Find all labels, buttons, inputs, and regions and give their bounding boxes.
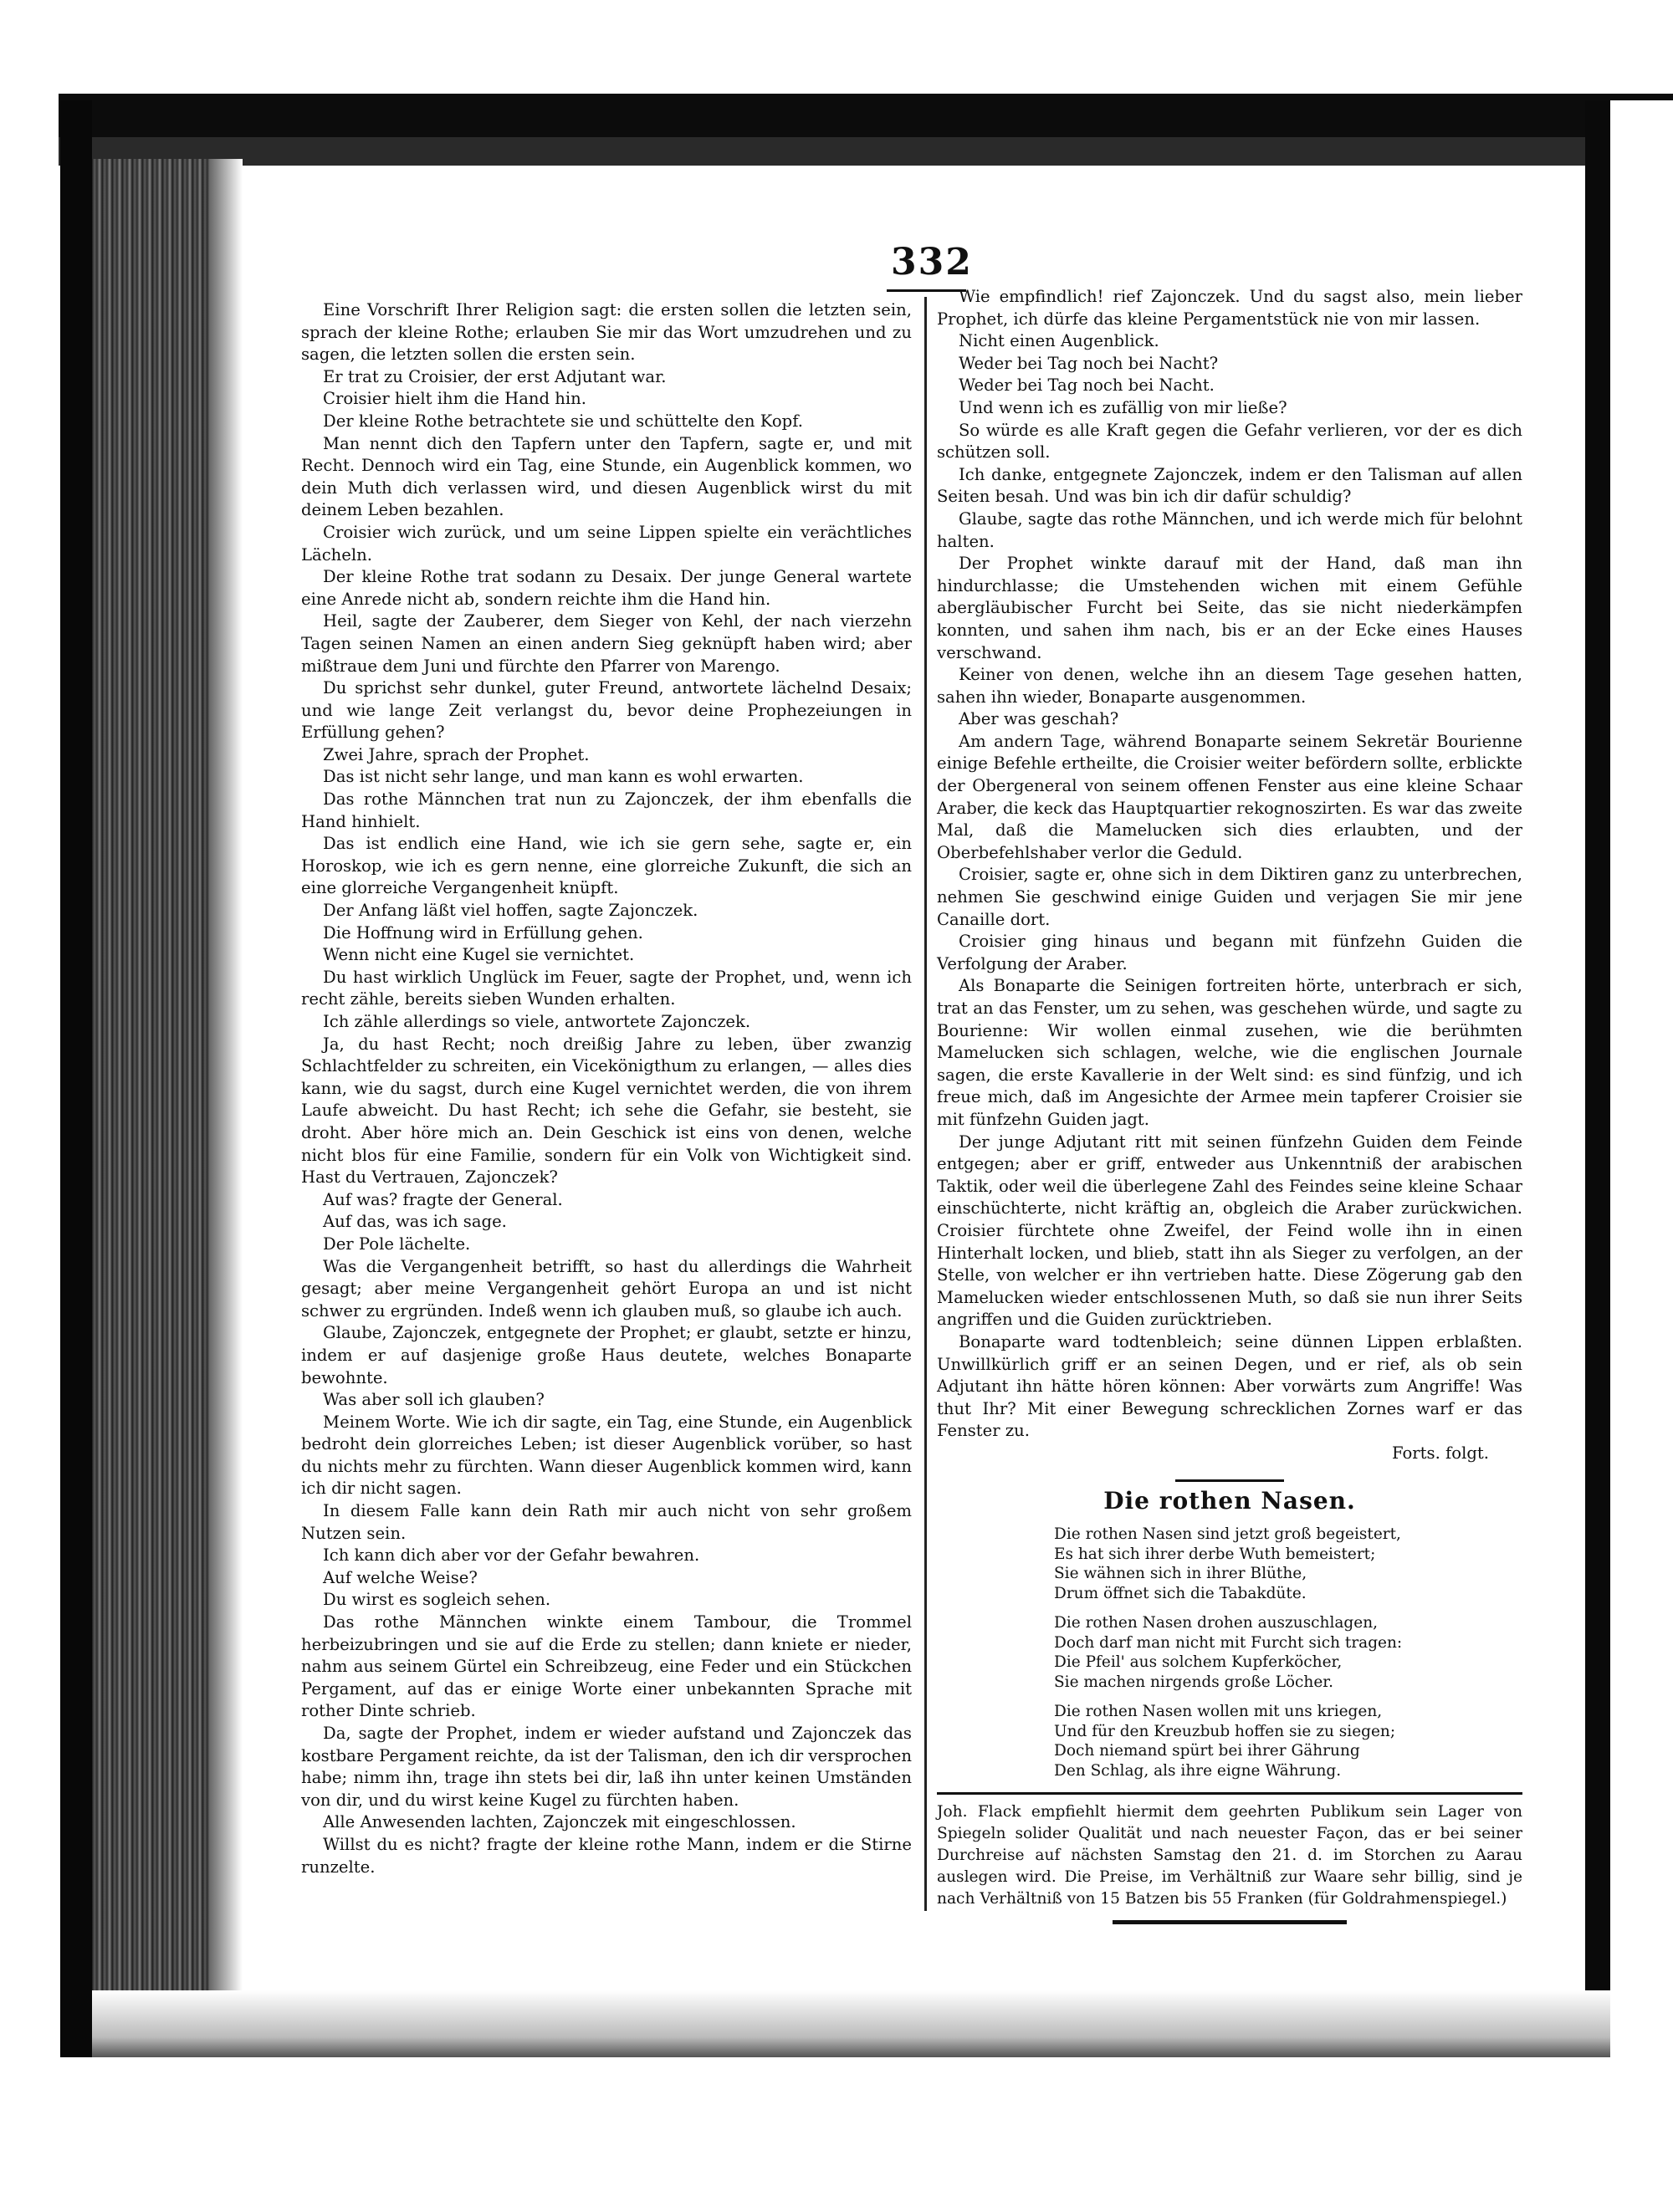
scan-border-right [1585, 100, 1610, 2057]
paragraph: Der kleine Rothe trat sodann zu Desaix. Der junge General wartete eine Anrede nicht ab, sondern reichte ihm die Hand hin. [301, 567, 912, 609]
paragraph: Croisier, sagte er, ohne sich in dem Diktiren ganz zu unterbrechen, nehmen Sie geschwind einige Guiden und verjagen Sie mir jene Canaille dort. [937, 865, 1522, 929]
paragraph: Er trat zu Croisier, der erst Adjutant war. [323, 366, 667, 386]
paragraph: Glaube, Zajonczek, entgegnete der Prophet; er glaubt, setzte er hinzu, indem er auf dasjenige große Haus deutete, welches Bonaparte bewohnte. [301, 1323, 912, 1387]
poem-line: Drum öffnet sich die Tabakdüte. [1054, 1584, 1307, 1602]
paragraph: Croisier hielt ihm die Hand hin. [323, 389, 587, 409]
paragraph: Keiner von denen, welche ihn an diesem Tage gesehen hatten, sahen ihn wieder, Bonaparte ausgenommen. [937, 665, 1522, 707]
paragraph: Was die Vergangenheit betrifft, so hast du allerdings die Wahrheit gesagt; aber meine Vergangenheit gehört Europa an und ist nicht schwer zu ergründen. Indeß wenn ich glauben muß, so glaube ich auch. [301, 1256, 912, 1321]
paragraph: Aber was geschah? [959, 709, 1119, 729]
paragraph: Glaube, sagte das rothe Männchen, und ich werde mich für belohnt halten. [937, 508, 1522, 551]
continuation-note: Forts. folgt. [1391, 1443, 1489, 1463]
right-column [937, 286, 1522, 1924]
paragraph: Das rothe Männchen winkte einem Tambour, die Trommel herbeizubringen und sie auf die Erde zu stellen; dann kniete er nieder, nahm aus seinem Gürtel ein Schreibzeug, eine Feder und ein Stückchen Pergament, auf das er einige Worte einer unbekannten Sprache mit rother Dinte schrieb. [301, 1612, 912, 1721]
book-gutter-shadow [209, 159, 243, 2057]
paragraph: Ich danke, entgegnete Zajonczek, indem er den Talisman auf allen Seiten besah. Und was bin ich dir dafür schuldig? [937, 464, 1522, 507]
paragraph: Da, sagte der Prophet, indem er wieder aufstand und Zajonczek das kostbare Pergament reichte, da ist der Talisman, den ich dir versprochen habe; nimm ihn, trage ihn stets bei dir, laß ihn unter keinen Umständen von dir, und du wirst keine Kugel zu fürchten haben. [301, 1724, 912, 1810]
scan-border-bottom [92, 1990, 1610, 2057]
paragraph: Meinem Worte. Wie ich dir sagte, ein Tag, eine Stunde, ein Augenblick bedroht dein glorreiches Leben; ist dieser Augenblick vorüber, so hast du nichts mehr zu fürchten. Wann dieser Augenblick kommen wird, kann ich dir nicht sagen. [301, 1412, 912, 1499]
paragraph: Der kleine Rothe betrachtete sie und schüttelte den Kopf. [323, 411, 803, 431]
paragraph: So würde es alle Kraft gegen die Gefahr verlieren, vor der es dich schützen soll. [937, 420, 1522, 462]
paragraph: Willst du es nicht? fragte der kleine rothe Mann, indem er die Stirne runzelte. [301, 1834, 912, 1877]
poem-line: Sie machen nirgends große Löcher. [1054, 1673, 1333, 1691]
poem-line: Die rothen Nasen wollen mit uns kriegen, [1054, 1703, 1383, 1721]
poem-line: Den Schlag, als ihre eigne Währung. [1054, 1761, 1342, 1780]
paragraph: Du sprichst sehr dunkel, guter Freund, antwortete lächelnd Desaix; und wie lange Zeit verlangst du, bevor deine Prophezeiungen in Erfüllung gehen? [301, 678, 912, 743]
paragraph: Croisier wich zurück, und um seine Lippen spielte ein verächtliches Lächeln. [301, 522, 912, 564]
paragraph: Wie empfindlich! rief Zajonczek. Und du sagst also, mein lieber Prophet, ich dürfe das kleine Pergamentstück nie von mir lassen. [937, 287, 1522, 329]
paragraph: Was aber soll ich glauben? [323, 1390, 545, 1410]
scan-border-top [59, 94, 1673, 137]
paragraph: Ich kann dich aber vor der Gefahr bewahren. [323, 1545, 700, 1566]
paragraph: Auf welche Weise? [323, 1567, 478, 1587]
paragraph: Der Anfang läßt viel hoffen, sagte Zajonczek. [323, 901, 698, 921]
scan-border-left [60, 100, 92, 2057]
paragraph: Weder bei Tag noch bei Nacht? [959, 353, 1219, 373]
paragraph: Zwei Jahre, sprach der Prophet. [323, 744, 590, 764]
poem-line: Die rothen Nasen drohen auszuschlagen, [1054, 1614, 1378, 1632]
paragraph: Croisier ging hinaus und begann mit fünfzehn Guiden die Verfolgung der Araber. [937, 932, 1522, 973]
poem-title: Die rothen Nasen. [1103, 1487, 1356, 1515]
poem-line: Doch darf man nicht mit Furcht sich tragen: [1054, 1633, 1403, 1652]
poem-line: Doch niemand spürt bei ihrer Gährung [1054, 1742, 1360, 1760]
book-page-edges [92, 159, 209, 2057]
poem-stanza [1054, 1525, 1522, 1603]
paragraph: Der Pole lächelte. [323, 1234, 471, 1254]
poem-line: Die rothen Nasen sind jetzt groß begeistert, [1054, 1525, 1401, 1544]
paragraph: Du wirst es sogleich sehen. [323, 1590, 551, 1610]
poem-line: Und für den Kreuzbub hoffen sie zu siegen; [1054, 1722, 1396, 1740]
page-number: 332 [891, 241, 973, 284]
poem-stanza [1054, 1613, 1522, 1692]
right-column-story [937, 286, 1522, 1443]
section-divider [1175, 1479, 1284, 1482]
newspaper-page [301, 134, 1556, 1974]
paragraph: Nicht einen Augenblick. [959, 331, 1159, 351]
paragraph: Auf das, was ich sage. [323, 1212, 507, 1232]
poem-line: Sie wähnen sich in ihrer Blüthe, [1054, 1565, 1307, 1583]
poem [937, 1525, 1522, 1780]
advertisement-rule [937, 1792, 1522, 1795]
paragraph: In diesem Falle kann dein Rath mir auch nicht von sehr großem Nutzen sein. [301, 1501, 912, 1543]
paragraph: Eine Vorschrift Ihrer Religion sagt: die ersten sollen die letzten sein, sprach der kleine Rothe; erlauben Sie mir das Wort umzudrehen und zu sagen, die letzten sollen die ersten sein. [301, 300, 912, 365]
paragraph: Alle Anwesenden lachten, Zajonczek mit eingeschlossen. [323, 1812, 796, 1832]
paragraph: Wenn nicht eine Kugel sie vernichtet. [323, 945, 635, 965]
paragraph: Du hast wirklich Unglück im Feuer, sagte der Prophet, und, wenn ich recht zähle, bereits sieben Wunden erhalten. [301, 967, 912, 1009]
paragraph: Als Bonaparte die Seinigen fortreiten hörte, unterbrach er sich, trat an das Fenster, um zu sehen, was geschehen würde, und sagte zu Bourienne: Wir wollen einmal zusehen, wie die berühmten Mamelucken sich schlagen, welche, wie die englischen Journale sagen, die erste Kavallerie in der Welt sind: es sind fünfzig, und ich freue mich, daß im Angesichte der Armee mein tapferer Croisier sie mit fünfzehn Guiden jagt. [937, 976, 1522, 1129]
scan-margin-right [1610, 100, 1673, 2057]
paragraph: Und wenn ich es zufällig von mir ließe? [959, 397, 1287, 417]
advertisement-end-rule [1113, 1920, 1347, 1924]
paragraph: Weder bei Tag noch bei Nacht. [959, 375, 1215, 396]
paragraph: Das ist endlich eine Hand, wie ich sie gern sehe, sagte er, ein Horoskop, wie ich es gern nenne, eine glorreiche Zukunft, die sich an eine glorreiche Vergangenheit knüpft. [301, 834, 912, 898]
paragraph: Das ist nicht sehr lange, und man kann es wohl erwarten. [323, 767, 804, 787]
paragraph: Heil, sagte der Zauberer, dem Sieger von Kehl, der nach vierzehn Tagen seinen Namen an einen andern Sieg geknüpft haben wird; aber mißtraue dem Juni und fürchte den Pfarrer von Marengo. [301, 611, 912, 676]
paragraph: Der junge Adjutant ritt mit seinen fünfzehn Guiden dem Feinde entgegen; aber er griff, entweder aus Unkenntniß der arabischen Taktik, oder weil die überlegene Zahl des Feindes seine kleine Schaar einschüchterte, nicht kräftig an, obgleich die Araber zurückwichen. Croisier fürchtete ohne Zweifel, der Feind wolle ihn in einen Hinterhalt locken, und blieb, statt ihn als Sieger zu verfolgen, an der Stelle, von welcher er ihn vertrieben hatte. Diese Zögerung gab den Mamelucken wieder entschlossenen Muth, so daß sie nun ihrer Seits angriffen und die Guiden zurücktrieben. [937, 1132, 1522, 1330]
poem-stanza [1054, 1702, 1522, 1780]
paragraph: Am andern Tage, während Bonaparte seinem Sekretär Bourienne einige Befehle ertheilte, die Croisier weiter befördern sollte, erblickte der Obergeneral von seinem offenen Fenster aus eine kleine Schaar Araber, die keck das Hauptquartier rekognoszirten. Es war das zweite Mal, daß die Mamelucken sich dies erlaubten, und der Oberbefehlshaber verlor die Geduld. [937, 731, 1522, 862]
paragraph: Auf was? fragte der General. [323, 1189, 563, 1209]
paragraph: Der Prophet winkte darauf mit der Hand, daß man ihn hindurchlasse; die Umstehenden wichen mit einem Gefühle abergläubischer Furcht bei Seite, das sie nicht niederkämpfen konnten, und sahen ihm nach, bis er an der Ecke eines Hauses verschwand. [937, 554, 1522, 662]
paragraph: Ja, du hast Recht; noch dreißig Jahre zu leben, über zwanzig Schlachtfelder zu schreiten, ein Vicekönigthum zu erlangen, — alles dies kann, wie du sagst, durch eine Kugel vernichtet werden, die von ihrem Laufe abweicht. Du hast Recht; ich sehe die Gefahr, sie besteht, sie droht. Aber höre mich an. Dein Geschick ist eins von denen, welche nicht blos für eine Familie, sondern für ein Volk von Wichtigkeit sind. Hast du Vertrauen, Zajonczek? [301, 1034, 912, 1188]
column-divider [924, 297, 927, 1911]
advertisement: Joh. Flack empfiehlt hiermit dem geehrten Publikum sein Lager von Spiegeln solider Qualität und nach neuester Façon, das er bei seiner Durchreise auf nächsten Samstag den 21. d. im Storchen zu Aarau auslegen wird. Die Preise, im Verhältniß zur Waare sehr billig, sind je nach Verhältniß von 15 Batzen bis 55 Franken (für Goldrahmenspiegel.) [937, 1803, 1522, 1908]
paragraph: Bonaparte ward todtenbleich; seine dünnen Lippen erblaßten. Unwillkürlich griff er an seinen Degen, und er rief, als ob sein Adjutant ihn hätte hören können: Aber vorwärts zum Angriffe! Was thut Ihr? Mit einer Bewegung schrecklichen Zornes warf er das Fenster zu. [937, 1331, 1522, 1441]
paragraph: Ich zähle allerdings so viele, antwortete Zajonczek. [323, 1012, 751, 1031]
poem-line: Die Pfeil' aus solchem Kupferköcher, [1054, 1653, 1343, 1672]
paragraph: Die Hoffnung wird in Erfüllung gehen. [323, 922, 643, 943]
paragraph: Man nennt dich den Tapfern unter den Tapfern, sagte er, und mit Recht. Dennoch wird ein Tag, eine Stunde, ein Augenblick kommen, wo dein Muth dich verlassen wird, und diesen Augenblick wirst du mit deinem Leben bezahlen. [301, 433, 912, 520]
paragraph: Das rothe Männchen trat nun zu Zajonczek, der ihm ebenfalls die Hand hinhielt. [301, 789, 912, 831]
poem-line: Es hat sich ihrer derbe Wuth bemeistert; [1054, 1545, 1376, 1563]
left-column [301, 299, 912, 1878]
